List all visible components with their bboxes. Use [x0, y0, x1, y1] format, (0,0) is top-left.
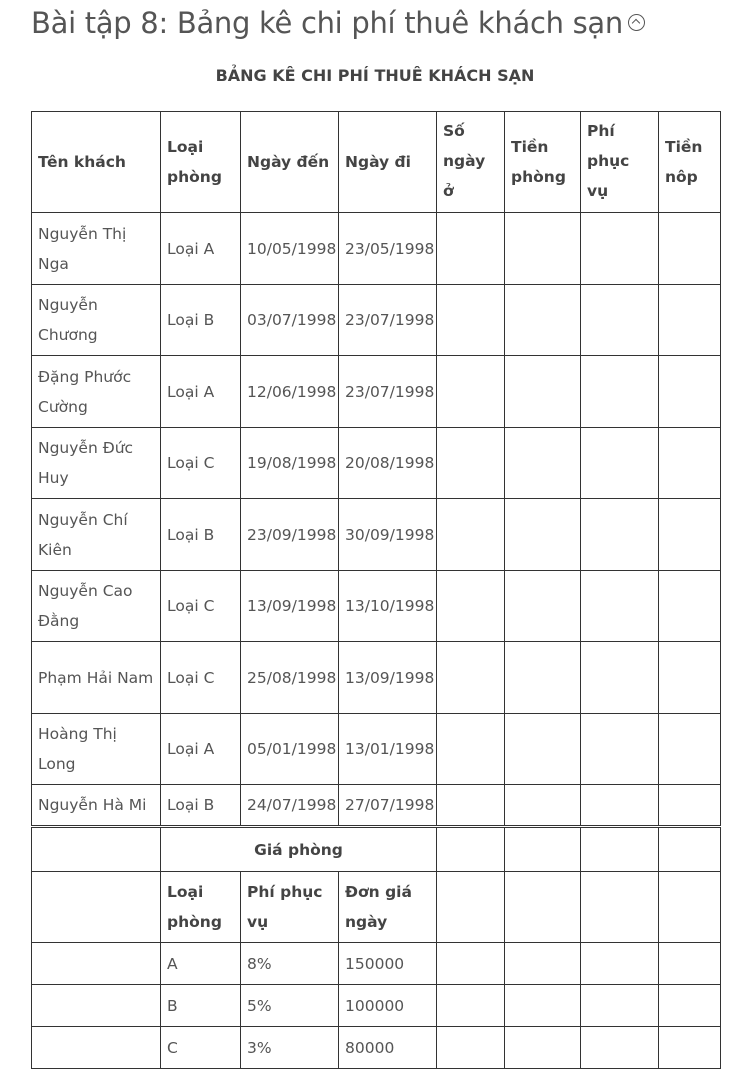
empty-cell: [505, 1027, 581, 1069]
empty-cell: [581, 1027, 659, 1069]
room-cost-cell: [505, 499, 581, 571]
total-cell: [659, 785, 721, 827]
days-cell: [437, 714, 505, 785]
total-cell: [659, 213, 721, 285]
table-row: [32, 285, 721, 356]
room-cost-cell: [505, 642, 581, 714]
room-cost-cell: [505, 356, 581, 428]
col-header-so-ngay-o: Số ngày ở: [437, 112, 505, 213]
total-cell: [659, 642, 721, 714]
empty-cell: [659, 1027, 721, 1069]
col-header-tien-phong: Tiền phòng: [505, 112, 581, 213]
hotel-cost-table: [31, 111, 721, 1069]
days-cell: [437, 571, 505, 642]
arrival-date: 19/08/1998: [241, 428, 339, 499]
arrival-date: 24/07/1998: [241, 785, 339, 827]
room-cost-cell: [505, 285, 581, 356]
price-room-type: C: [161, 1027, 241, 1069]
departure-date: 27/07/1998: [339, 785, 437, 827]
days-cell: [437, 356, 505, 428]
empty-cell: [659, 985, 721, 1027]
empty-cell: [437, 943, 505, 985]
price-table-title: Giá phòng: [161, 827, 437, 872]
empty-cell: [32, 827, 161, 872]
col-header-phi-phuc-vu: Phí phục vụ: [581, 112, 659, 213]
empty-cell: [505, 985, 581, 1027]
total-cell: [659, 714, 721, 785]
price-daily-rate: 150000: [339, 943, 437, 985]
departure-date: 23/07/1998: [339, 285, 437, 356]
price-service-fee: 8%: [241, 943, 339, 985]
room-cost-cell: [505, 785, 581, 827]
price-header-row: [32, 872, 721, 943]
empty-cell: [32, 943, 161, 985]
room-type: Loại A: [161, 356, 241, 428]
departure-date: 13/01/1998: [339, 714, 437, 785]
price-service-fee: 5%: [241, 985, 339, 1027]
room-type: Loại C: [161, 642, 241, 714]
days-cell: [437, 213, 505, 285]
table-row: [32, 428, 721, 499]
departure-date: 23/07/1998: [339, 356, 437, 428]
room-cost-cell: [505, 571, 581, 642]
service-fee-cell: [581, 428, 659, 499]
total-cell: [659, 285, 721, 356]
room-cost-cell: [505, 213, 581, 285]
empty-cell: [32, 985, 161, 1027]
days-cell: [437, 499, 505, 571]
empty-cell: [437, 827, 505, 872]
header-row: [32, 112, 721, 213]
guest-name: Nguyễn Thị Nga: [32, 213, 161, 285]
price-room-type: A: [161, 943, 241, 985]
price-header-loai-phong: Loại phòng: [161, 872, 241, 943]
table-row: [32, 642, 721, 714]
total-cell: [659, 499, 721, 571]
days-cell: [437, 785, 505, 827]
arrival-date: 23/09/1998: [241, 499, 339, 571]
arrival-date: 12/06/1998: [241, 356, 339, 428]
empty-cell: [437, 985, 505, 1027]
price-row: [32, 943, 721, 985]
service-fee-cell: [581, 571, 659, 642]
service-fee-cell: [581, 213, 659, 285]
service-fee-cell: [581, 499, 659, 571]
arrival-date: 10/05/1998: [241, 213, 339, 285]
collapse-icon[interactable]: [628, 14, 645, 31]
table-caption: BẢNG KÊ CHI PHÍ THUÊ KHÁCH SẠN: [215, 66, 535, 85]
guest-name: Nguyễn Hà Mi: [32, 785, 161, 827]
empty-cell: [505, 827, 581, 872]
empty-cell: [32, 872, 161, 943]
departure-date: 23/05/1998: [339, 213, 437, 285]
empty-cell: [505, 872, 581, 943]
empty-cell: [437, 872, 505, 943]
price-table-title-row: [32, 827, 721, 872]
price-row: [32, 1027, 721, 1069]
arrival-date: 25/08/1998: [241, 642, 339, 714]
arrival-date: 13/09/1998: [241, 571, 339, 642]
total-cell: [659, 356, 721, 428]
page-title-text: Bài tập 8: Bảng kê chi phí thuê khách sạn: [31, 6, 623, 40]
service-fee-cell: [581, 356, 659, 428]
guest-name: Nguyễn Chương: [32, 285, 161, 356]
price-room-type: B: [161, 985, 241, 1027]
empty-cell: [659, 827, 721, 872]
empty-cell: [659, 872, 721, 943]
col-header-ten-khach: Tên khách: [32, 112, 161, 213]
service-fee-cell: [581, 642, 659, 714]
guest-name: Đặng Phước Cường: [32, 356, 161, 428]
room-cost-cell: [505, 714, 581, 785]
days-cell: [437, 642, 505, 714]
service-fee-cell: [581, 785, 659, 827]
guest-name: Phạm Hải Nam: [32, 642, 161, 714]
empty-cell: [659, 943, 721, 985]
table-row: [32, 213, 721, 285]
room-type: Loại B: [161, 499, 241, 571]
table-row: [32, 785, 721, 827]
table-row: [32, 499, 721, 571]
room-type: Loại C: [161, 428, 241, 499]
price-header-phi-phuc-vu: Phí phục vụ: [241, 872, 339, 943]
price-row: [32, 985, 721, 1027]
price-daily-rate: 80000: [339, 1027, 437, 1069]
departure-date: 13/09/1998: [339, 642, 437, 714]
service-fee-cell: [581, 714, 659, 785]
departure-date: 30/09/1998: [339, 499, 437, 571]
departure-date: 20/08/1998: [339, 428, 437, 499]
guest-name: Nguyễn Cao Đằng: [32, 571, 161, 642]
total-cell: [659, 428, 721, 499]
total-cell: [659, 571, 721, 642]
room-type: Loại A: [161, 714, 241, 785]
empty-cell: [581, 872, 659, 943]
empty-cell: [505, 943, 581, 985]
empty-cell: [581, 827, 659, 872]
room-type: Loại B: [161, 785, 241, 827]
guest-name: Hoàng Thị Long: [32, 714, 161, 785]
empty-cell: [581, 985, 659, 1027]
col-header-loai-phong: Loại phòng: [161, 112, 241, 213]
price-header-don-gia: Đơn giá ngày: [339, 872, 437, 943]
table-row: [32, 714, 721, 785]
col-header-tien-nop: Tiền nôp: [659, 112, 721, 213]
page-title: [31, 6, 645, 40]
days-cell: [437, 428, 505, 499]
service-fee-cell: [581, 285, 659, 356]
departure-date: 13/10/1998: [339, 571, 437, 642]
col-header-ngay-den: Ngày đến: [241, 112, 339, 213]
table-row: [32, 571, 721, 642]
price-daily-rate: 100000: [339, 985, 437, 1027]
guest-name: Nguyễn Chí Kiên: [32, 499, 161, 571]
table-row: [32, 356, 721, 428]
room-type: Loại B: [161, 285, 241, 356]
arrival-date: 05/01/1998: [241, 714, 339, 785]
col-header-ngay-di: Ngày đi: [339, 112, 437, 213]
empty-cell: [581, 943, 659, 985]
empty-cell: [32, 1027, 161, 1069]
guest-name: Nguyễn Đức Huy: [32, 428, 161, 499]
room-type: Loại C: [161, 571, 241, 642]
room-cost-cell: [505, 428, 581, 499]
empty-cell: [437, 1027, 505, 1069]
arrival-date: 03/07/1998: [241, 285, 339, 356]
price-service-fee: 3%: [241, 1027, 339, 1069]
room-type: Loại A: [161, 213, 241, 285]
days-cell: [437, 285, 505, 356]
